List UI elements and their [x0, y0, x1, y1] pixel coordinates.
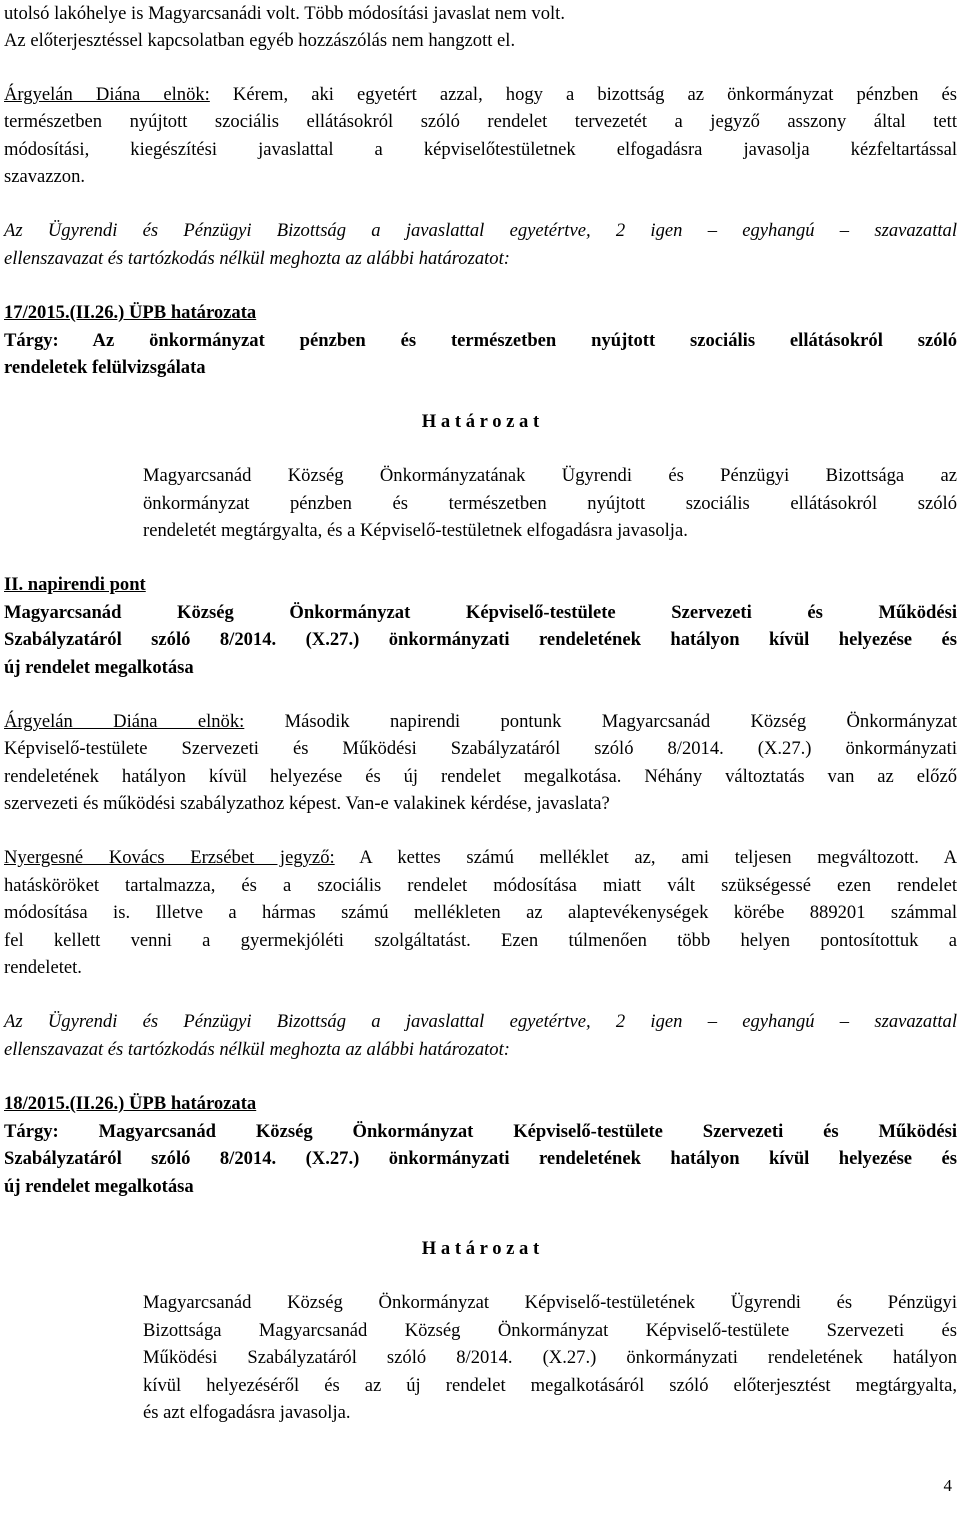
chair-statement-1-line-3: módosítási, kiegészítési javaslattal a képviselőtestületnek elfogadásra javasolja kézfeltartással [4, 139, 957, 160]
resolution-2-subject-line-1: Tárgy: Magyarcsanád Község Önkormányzat Képviselő-testülete Szervezeti és Működési [4, 1121, 957, 1142]
notary-statement-line-1: Nyergesné Kovács Erzsébet jegyző: A kettes számú melléklet az, ami teljesen megváltozott. A [4, 847, 957, 868]
notary-statement-line-4: fel kellett venni a gyermekjóléti szolgáltatást. Ezen túlmenően több helyen pontosítottuk a [4, 930, 957, 951]
vote-1-line-2: ellenszavazat és tartózkodás nélkül meghozta az alábbi határozatot: [4, 248, 510, 269]
chair-statement-2-line-4: szervezeti és működési szabályzathoz képest. Van-e valakinek kérdése, javaslata? [4, 793, 610, 814]
speaker-name: Árgyelán Diána elnök: [4, 84, 210, 105]
chair-statement-1-line-4: szavazzon. [4, 166, 86, 187]
speaker-name: Árgyelán Diána elnök: [4, 711, 245, 732]
resolution-1-text-line-3: rendeletét megtárgyalta, és a Képviselő-testületnek elfogadásra javasolja. [143, 520, 688, 541]
resolution-2-text-line-5: és azt elfogadásra javasolja. [143, 1402, 351, 1423]
resolution-1-text-line-2: önkormányzat pénzben és természetben nyújtott szociális ellátásokról szóló [143, 493, 957, 514]
agenda-item-2-title-line-2: Szabályzatáról szóló 8/2014. (X.27.) önkormányzati rendeletének hatályon kívül helyezése és [4, 629, 957, 650]
resolution-1-subject-line-1: Tárgy: Az önkormányzat pénzben és természetben nyújtott szociális ellátásokról szóló [4, 330, 957, 351]
resolution-1-number: 17/2015.(II.26.) ÜPB határozata [4, 302, 257, 323]
chair-statement-2-line-3: rendeletének hatályon kívül helyezése és új rendelet megalkotása. Néhány változtatás van az előző [4, 766, 957, 787]
resolution-1-heading: H a t á r o z a t [421, 411, 540, 432]
notary-statement-line-5: rendeletet. [4, 957, 82, 978]
chair-statement-1-line-1: Árgyelán Diána elnök: Kérem, aki egyetért azzal, hogy a bizottság az önkormányzat pénzben és [4, 84, 958, 105]
vote-2-line-2: ellenszavazat és tartózkodás nélkül meghozta az alábbi határozatot: [4, 1039, 510, 1060]
chair-statement-1-line-2: természetben nyújtott szociális ellátásokról szóló rendelet tervezetét a jegyző asszony által tett [4, 111, 957, 132]
vote-2-line-1: Az Ügyrendi és Pénzügyi Bizottság a javaslattal egyetértve, 2 igen – egyhangú – szavazattal [4, 1011, 957, 1032]
resolution-2-text-line-2: Bizottsága Magyarcsanád Község Önkormányzat Képviselő-testülete Szervezeti és [143, 1320, 957, 1341]
page-number: 4 [943, 1476, 952, 1495]
intro-line-2: Az előterjesztéssel kapcsolatban egyéb hozzászólás nem hangzott el. [4, 30, 516, 51]
resolution-1-subject-line-2: rendeletek felülvizsgálata [4, 357, 206, 378]
vote-1-line-1: Az Ügyrendi és Pénzügyi Bizottság a javaslattal egyetértve, 2 igen – egyhangú – szavazattal [4, 220, 957, 241]
resolution-2-text-line-4: kívül helyezéséről és az új rendelet megalkotásáról szóló előterjesztést megtárgyalta, [143, 1375, 957, 1396]
resolution-2-text-line-1: Magyarcsanád Község Önkormányzat Képviselő-testületének Ügyrendi és Pénzügyi [143, 1292, 957, 1313]
resolution-2-subject-line-3: új rendelet megalkotása [4, 1176, 194, 1197]
resolution-2-heading: H a t á r o z a t [421, 1238, 540, 1259]
intro-line-1: utolsó lakóhelye is Magyarcsanádi volt. Több módosítási javaslat nem volt. [4, 3, 565, 24]
chair-statement-2-line-2: Képviselő-testülete Szervezeti és Működési Szabályzatáról szóló 8/2014. (X.27.) önkormányzati [4, 738, 957, 759]
agenda-item-2-label: II. napirendi pont [4, 574, 146, 595]
speaker-name: Nyergesné Kovács Erzsébet jegyző: [4, 847, 335, 868]
agenda-item-2-title-line-3: új rendelet megalkotása [4, 657, 194, 678]
resolution-2-number: 18/2015.(II.26.) ÜPB határozata [4, 1093, 257, 1114]
resolution-1-text-line-1: Magyarcsanád Község Önkormányzatának Ügyrendi és Pénzügyi Bizottsága az [143, 465, 957, 486]
chair-statement-2-line-1: Árgyelán Diána elnök: Második napirendi pontunk Magyarcsanád Község Önkormányzat [4, 711, 957, 732]
resolution-2-subject-line-2: Szabályzatáról szóló 8/2014. (X.27.) önkormányzati rendeletének hatályon kívül helyezése és [4, 1148, 957, 1169]
agenda-item-2-title-line-1: Magyarcsanád Község Önkormányzat Képviselő-testülete Szervezeti és Működési [4, 602, 957, 623]
notary-statement-line-2: hatásköröket tartalmazza, és a szociális rendelet módosítása miatt vált szükségessé ezen rendelet [4, 875, 957, 896]
resolution-2-text-line-3: Működési Szabályzatáról szóló 8/2014. (X.27.) önkormányzati rendeletének hatályon [143, 1347, 957, 1368]
notary-statement-line-3: módosítása is. Illetve a hármas számú mellékleten az alaptevékenységek körébe 889201 számmal [4, 902, 957, 923]
